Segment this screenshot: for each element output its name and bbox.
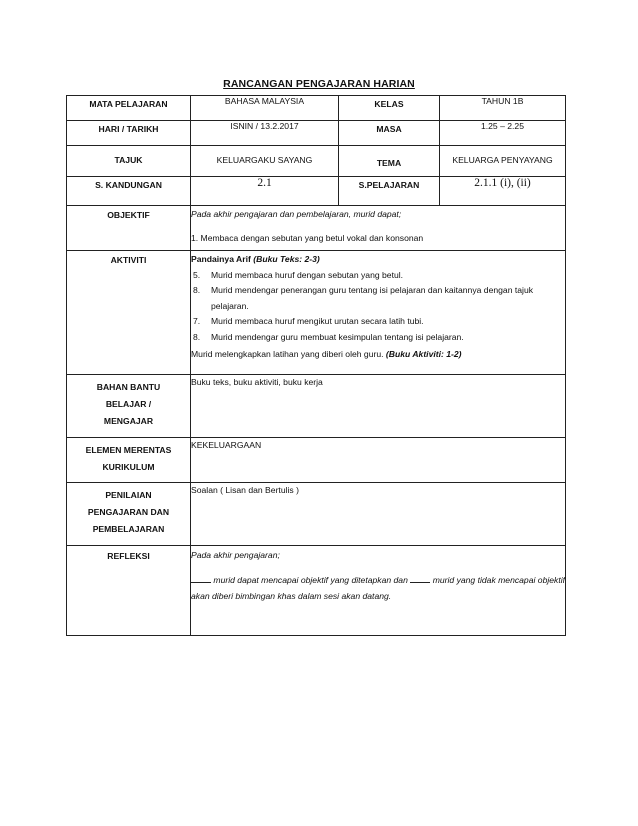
subject-label: MATA PELAJARAN xyxy=(67,96,191,121)
table-row-topic xyxy=(67,146,566,177)
page-title: RANCANGAN PENGAJARAN HARIAN xyxy=(223,78,415,90)
activities-closing-ref: (Buku Aktiviti: 1-2) xyxy=(385,349,462,359)
blank-line xyxy=(410,574,430,583)
table-row-objective xyxy=(67,206,566,251)
theme-label: TEMA xyxy=(339,146,440,177)
lesson-plan-table xyxy=(66,95,566,636)
table-row-cross-elements xyxy=(67,438,566,483)
learning-standard-value: 2.1.1 (i), (ii) xyxy=(440,177,566,206)
activities-heading-title: Pandainya Arif xyxy=(191,254,251,264)
table-row-content xyxy=(67,177,566,206)
class-value: TAHUN 1B xyxy=(440,96,566,121)
objective-item: 1. Membaca dengan sebutan yang betul vokal dan konsonan xyxy=(191,232,424,243)
table-row-reflection xyxy=(67,546,566,636)
table-row-materials xyxy=(67,375,566,438)
blank-line xyxy=(191,574,211,583)
materials-label: BAHAN BANTU BELAJAR / MENGAJAR xyxy=(67,375,191,438)
assessment-label: PENILAIAN PENGAJARAN DAN PEMBELAJARAN xyxy=(67,483,191,546)
materials-value: Buku teks, buku aktiviti, buku kerja xyxy=(191,375,566,438)
objective-intro: Pada akhir pengajaran dan pembelajaran, murid dapat; xyxy=(191,209,402,219)
theme-value: KELUARGA PENYAYANG xyxy=(440,146,566,177)
reflection-intro: Pada akhir pengajaran; xyxy=(191,550,280,560)
day-date-value: ISNIN / 13.2.2017 xyxy=(191,121,339,146)
reflection-text: murid dapat mencapai objektif yang ditetapkan dan murid yang tidak mencapai objektif akan diberi bimbingan khas dalam sesi akan datang. xyxy=(191,574,566,601)
time-label: MASA xyxy=(339,121,440,146)
table-row-subject xyxy=(67,96,566,121)
subject-value: BAHASA MALAYSIA xyxy=(191,96,339,121)
cross-curriculum-label: ELEMEN MERENTAS KURIKULUM xyxy=(67,438,191,483)
content-standard-label: S. KANDUNGAN xyxy=(67,177,191,206)
activities-heading-ref: (Buku Teks: 2-3) xyxy=(253,254,320,264)
topic-label: TAJUK xyxy=(67,146,191,177)
table-row-date xyxy=(67,121,566,146)
content-standard-value: 2.1 xyxy=(191,177,339,206)
learning-standard-label: S.PELAJARAN xyxy=(339,177,440,206)
topic-value: KELUARGAKU SAYANG xyxy=(191,146,339,177)
list-item: 5. Murid membaca huruf dengan sebutan yang betul. xyxy=(193,269,404,280)
list-item: 8. Murid mendengar guru membuat kesimpulan tentang isi pelajaran. xyxy=(193,331,464,342)
list-item: 8. Murid mendengar penerangan guru tentang isi pelajaran dan kaitannya dengan tajuk pelajaran. xyxy=(193,285,534,311)
activities-label: AKTIVITI xyxy=(67,251,191,375)
table-row-activities xyxy=(67,251,566,375)
day-date-label: HARI / TARIKH xyxy=(67,121,191,146)
objective-label: OBJEKTIF xyxy=(67,206,191,251)
cross-curriculum-value: KEKELUARGAAN xyxy=(191,438,566,483)
list-item: 7. Murid membaca huruf mengikut urutan secara latih tubi. xyxy=(193,316,424,326)
activities-closing: Murid melengkapkan latihan yang diberi oleh guru. (Buku Aktiviti: 1-2) xyxy=(191,349,462,359)
activities-list xyxy=(191,268,565,346)
reflection-label: REFLEKSI xyxy=(67,546,191,636)
table-row-assessment xyxy=(67,483,566,546)
activities-heading xyxy=(191,252,565,267)
time-value: 1.25 – 2.25 xyxy=(440,121,566,146)
assessment-value: Soalan ( Lisan dan Bertulis ) xyxy=(191,483,566,546)
class-label: KELAS xyxy=(339,96,440,121)
